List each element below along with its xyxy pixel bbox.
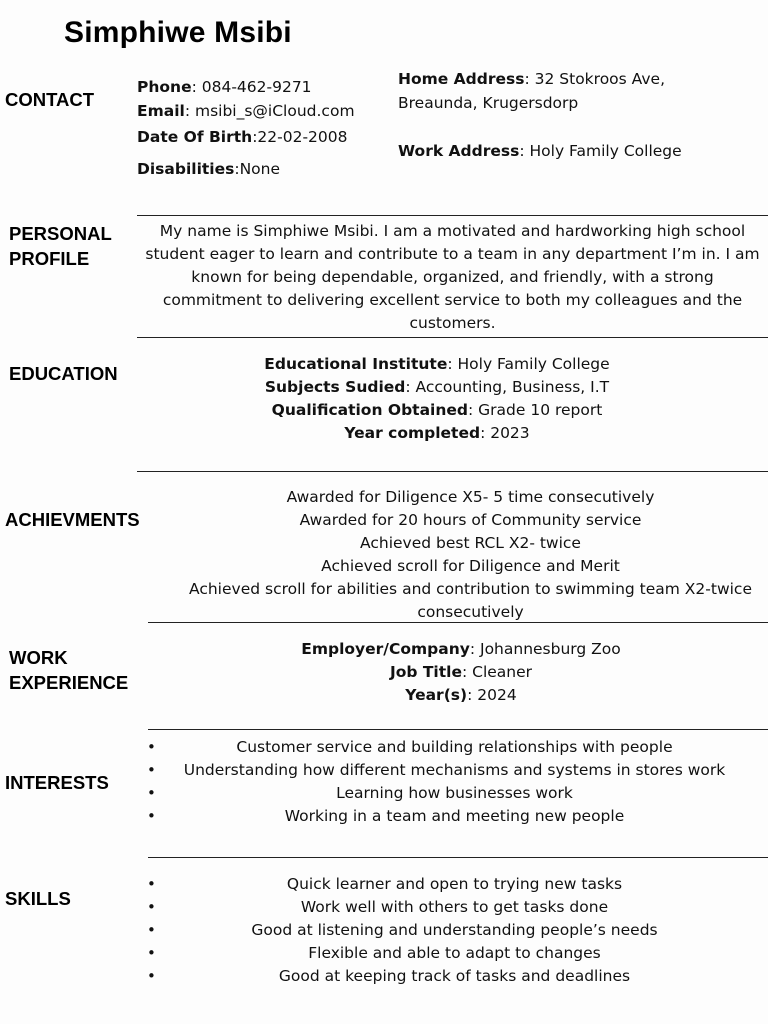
disabilities-value: :None	[234, 160, 281, 178]
section-heading-interests: INTERESTS	[5, 772, 109, 793]
contact-phone	[137, 76, 312, 99]
interest-item	[147, 759, 762, 782]
resume-name: Simphiwe Msibi	[64, 16, 292, 49]
bullet-icon: •	[147, 944, 156, 962]
interest-text: Understanding how different mechanisms and systems in stores work	[183, 761, 726, 779]
contact-email	[137, 100, 355, 123]
skill-item	[147, 965, 762, 988]
section-heading-contact: CONTACT	[5, 89, 95, 110]
dob-value: :22-02-2008	[252, 128, 348, 146]
skill-item	[147, 896, 762, 919]
skill-item	[147, 919, 762, 942]
year-label: Year completed	[344, 424, 481, 442]
education-institute	[137, 353, 737, 376]
skill-text: Good at listening and understanding people’s needs	[251, 921, 658, 939]
job-title-label: Job Title	[389, 663, 462, 681]
achievement-item: Achieved scroll for Diligence and Merit	[321, 557, 620, 575]
job-title-value: : Cleaner	[461, 663, 533, 681]
skills-list	[147, 873, 762, 988]
achievement-item: Awarded for 20 hours of Community service	[299, 511, 642, 529]
achievement-item: Achieved best RCL X2- twice	[360, 534, 581, 552]
qualification-value: : Grade 10 report	[468, 401, 603, 419]
home-address-line1: : 32 Stokroos Ave,	[524, 70, 665, 88]
skill-item	[147, 942, 762, 965]
phone-label: Phone	[137, 78, 192, 96]
divider	[148, 729, 768, 730]
bullet-icon: •	[147, 738, 156, 756]
bullet-icon: •	[147, 875, 156, 893]
heading-line: EXPERIENCE	[9, 672, 129, 693]
phone-value: : 084-462-9271	[191, 78, 312, 96]
dob-label: Date Of Birth	[137, 128, 253, 146]
work-employer	[161, 638, 761, 661]
profile-line: customers.	[409, 314, 496, 332]
skill-item	[147, 873, 762, 896]
heading-line: PERSONAL	[9, 223, 112, 244]
interest-item	[147, 782, 762, 805]
interest-text: Learning how businesses work	[336, 784, 573, 802]
section-heading-achievements: ACHIEVMENTS	[5, 509, 140, 530]
work-years	[161, 684, 761, 707]
achievement-item: Achieved scroll for abilities and contribution to swimming team X2-twice	[189, 580, 752, 598]
home-address-line2: Breaunda, Krugersdorp	[398, 94, 579, 112]
years-label: Year(s)	[405, 686, 468, 704]
skill-text: Flexible and able to adapt to changes	[308, 944, 601, 962]
divider	[137, 337, 768, 338]
home-address-label: Home Address	[398, 70, 525, 88]
employer-label: Employer/Company	[301, 640, 470, 658]
contact-dob	[137, 126, 348, 149]
education-qualification	[137, 399, 737, 422]
disabilities-label: Disabilities	[137, 160, 235, 178]
bullet-icon: •	[147, 807, 156, 825]
work-address-label: Work Address	[398, 142, 520, 160]
section-heading-education: EDUCATION	[9, 363, 118, 384]
skill-text: Quick learner and open to trying new tasks	[286, 875, 623, 893]
section-heading-work-experience	[9, 645, 128, 695]
education-block	[137, 353, 737, 445]
skill-text: Work well with others to get tasks done	[300, 898, 609, 916]
interests-list	[147, 736, 762, 828]
interest-item	[147, 805, 762, 828]
contact-disabilities	[137, 158, 280, 181]
skill-text: Good at keeping track of tasks and deadlines	[278, 967, 631, 985]
institute-value: : Holy Family College	[447, 355, 610, 373]
qualification-label: Qualification Obtained	[271, 401, 468, 419]
interest-text: Working in a team and meeting new people	[284, 807, 625, 825]
achievement-item: consecutively	[417, 603, 524, 621]
years-value: : 2024	[467, 686, 517, 704]
contact-home-address	[398, 68, 665, 91]
bullet-icon: •	[147, 921, 156, 939]
subjects-value: : Accounting, Business, I.T	[405, 378, 610, 396]
education-year	[137, 422, 737, 445]
interest-text: Customer service and building relationships with people	[236, 738, 673, 756]
profile-line: known for being dependable, organized, and friendly, with a strong	[191, 268, 714, 286]
interest-item	[147, 736, 762, 759]
work-job-title	[161, 661, 761, 684]
work-block	[161, 638, 761, 707]
section-heading-personal-profile	[9, 221, 112, 271]
email-value: : msibi_s@iCloud.com	[184, 102, 355, 120]
subjects-label: Subjects Sudied	[264, 378, 406, 396]
heading-line: PROFILE	[9, 248, 90, 269]
bullet-icon: •	[147, 784, 156, 802]
institute-label: Educational Institute	[264, 355, 448, 373]
email-label: Email	[137, 102, 185, 120]
year-value: : 2023	[480, 424, 530, 442]
education-subjects	[137, 376, 737, 399]
bullet-icon: •	[147, 967, 156, 985]
contact-work-address	[398, 140, 682, 163]
employer-value: : Johannesburg Zoo	[469, 640, 621, 658]
divider	[148, 622, 768, 623]
work-address-value: : Holy Family College	[519, 142, 682, 160]
heading-line: WORK	[9, 647, 68, 668]
achievements-list	[173, 486, 768, 624]
divider	[148, 857, 768, 858]
divider	[137, 471, 768, 472]
bullet-icon: •	[147, 761, 156, 779]
profile-line: student eager to learn and contribute to a team in any department I’m in. I am	[145, 245, 760, 263]
profile-line: commitment to delivering excellent service to both my colleagues and the	[162, 291, 743, 309]
section-heading-skills: SKILLS	[5, 888, 71, 909]
profile-paragraph	[137, 220, 768, 335]
achievement-item: Awarded for Diligence X5- 5 time consecutively	[286, 488, 655, 506]
divider	[137, 215, 768, 216]
bullet-icon: •	[147, 898, 156, 916]
profile-line: My name is Simphiwe Msibi. I am a motivated and hardworking high school	[159, 222, 746, 240]
